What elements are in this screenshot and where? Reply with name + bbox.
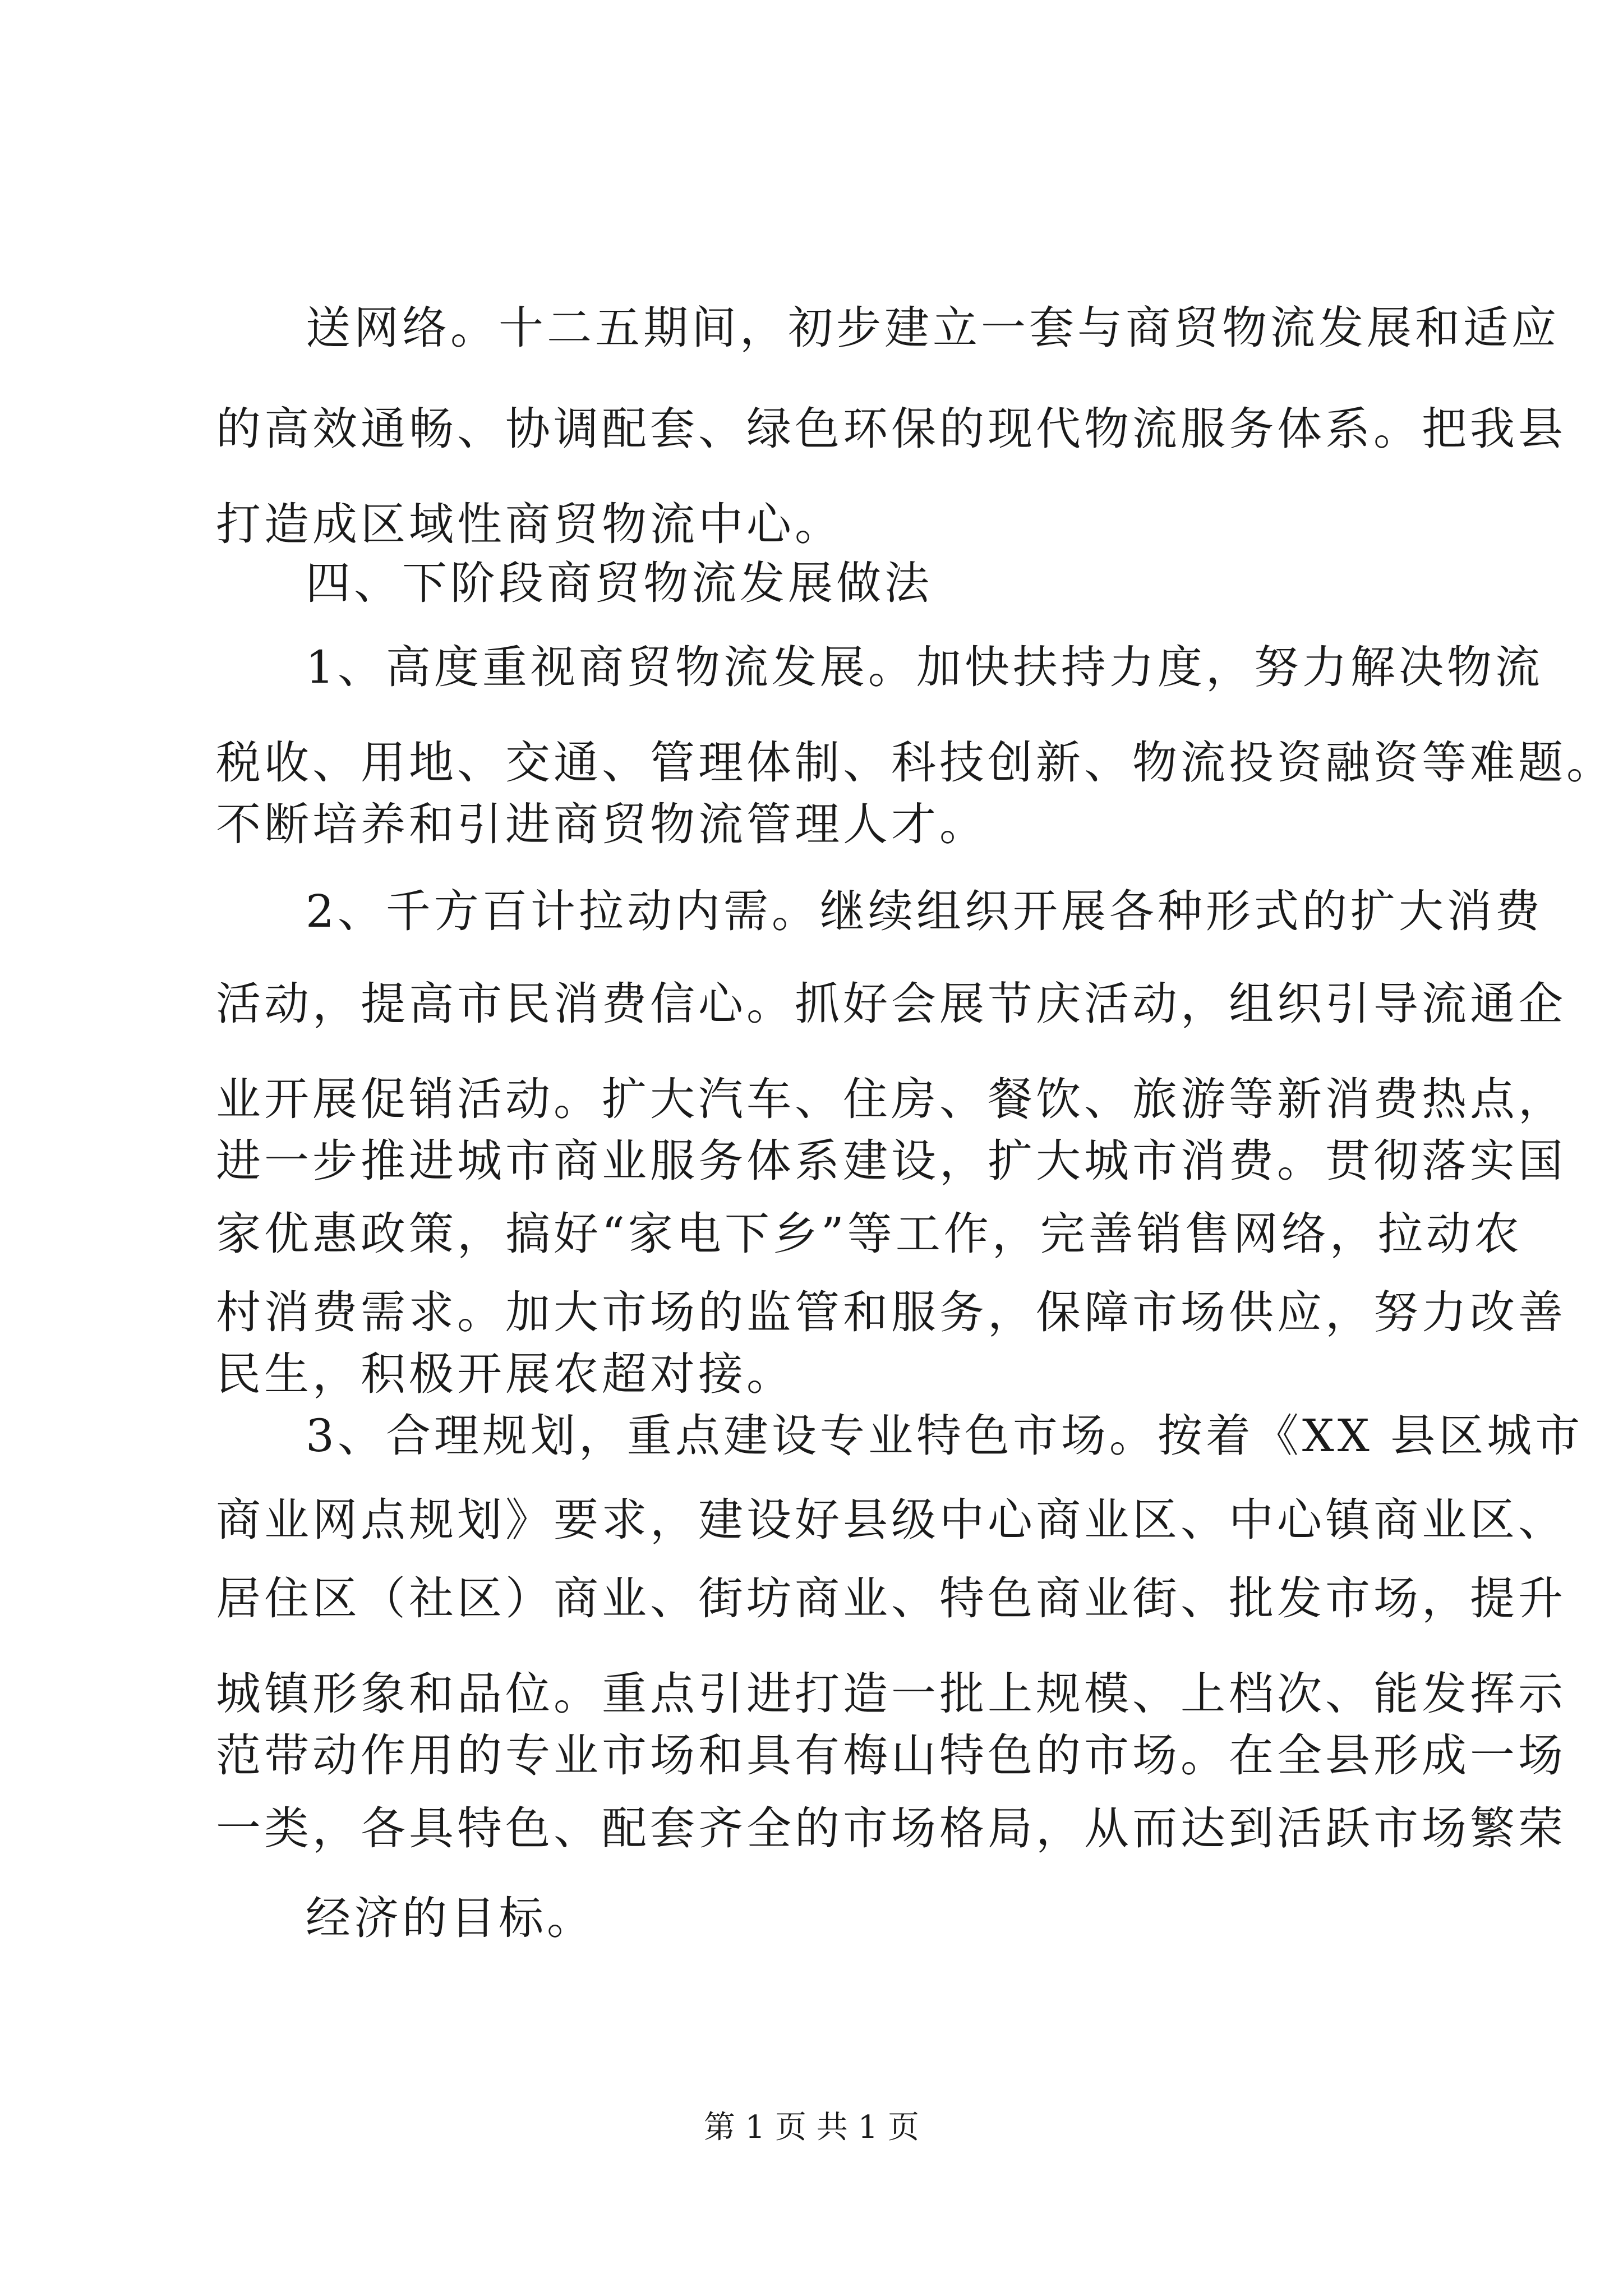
- text-line: 的高效通畅、协调配套、绿色环保的现代物流服务体系。把我县: [216, 403, 1566, 455]
- text-line: 2、千方百计拉动内需。继续组织开展各种形式的扩大消费: [306, 885, 1543, 937]
- text-line: 不断培养和引进商贸物流管理人才。: [216, 798, 988, 850]
- text-line: 税收、用地、交通、管理体制、科技创新、物流投资融资等难题。: [216, 737, 1615, 789]
- text-line: 民生，积极开展农超对接。: [216, 1348, 795, 1400]
- text-line: 进一步推进城市商业服务体系建设，扩大城市消费。贯彻落实国: [216, 1135, 1566, 1187]
- text-line: 3、合理规划，重点建设专业特色市场。按着《XX 县区城市: [306, 1410, 1584, 1462]
- text-line: 活动，提高市民消费信心。抓好会展节庆活动，组织引导流通企: [216, 978, 1566, 1030]
- text-line: 商业网点规划》要求，建设好县级中心商业区、中心镇商业区、: [216, 1494, 1566, 1546]
- text-line: 业开展促销活动。扩大汽车、住房、餐饮、旅游等新消费热点，: [216, 1073, 1566, 1125]
- text-line: 范带动作用的专业市场和具有梅山特色的市场。在全县形成一场: [216, 1729, 1566, 1782]
- text-line: 一类，各具特色、配套齐全的市场格局，从而达到活跃市场繁荣: [216, 1802, 1566, 1855]
- text-line: 村消费需求。加大市场的监管和服务，保障市场供应，努力改善: [216, 1286, 1566, 1338]
- section-heading: 四、下阶段商贸物流发展做法: [306, 557, 933, 609]
- text-line: 家优惠政策，搞好“家电下乡”等工作，完善销售网络，拉动农: [216, 1208, 1523, 1260]
- text-line: 送网络。十二五期间，初步建立一套与商贸物流发展和适应: [306, 302, 1560, 354]
- text-line: 城镇形象和品位。重点引进打造一批上规模、上档次、能发挥示: [216, 1668, 1566, 1720]
- page-footer: 第 1 页 共 1 页: [703, 2109, 920, 2146]
- text-line: 居住区（社区）商业、街坊商业、特色商业街、批发市场，提升: [216, 1572, 1566, 1625]
- text-line: 1、高度重视商贸物流发展。加快扶持力度，努力解决物流: [306, 641, 1543, 693]
- text-line: 打造成区域性商贸物流中心。: [216, 498, 843, 550]
- text-line: 经济的目标。: [306, 1892, 595, 1944]
